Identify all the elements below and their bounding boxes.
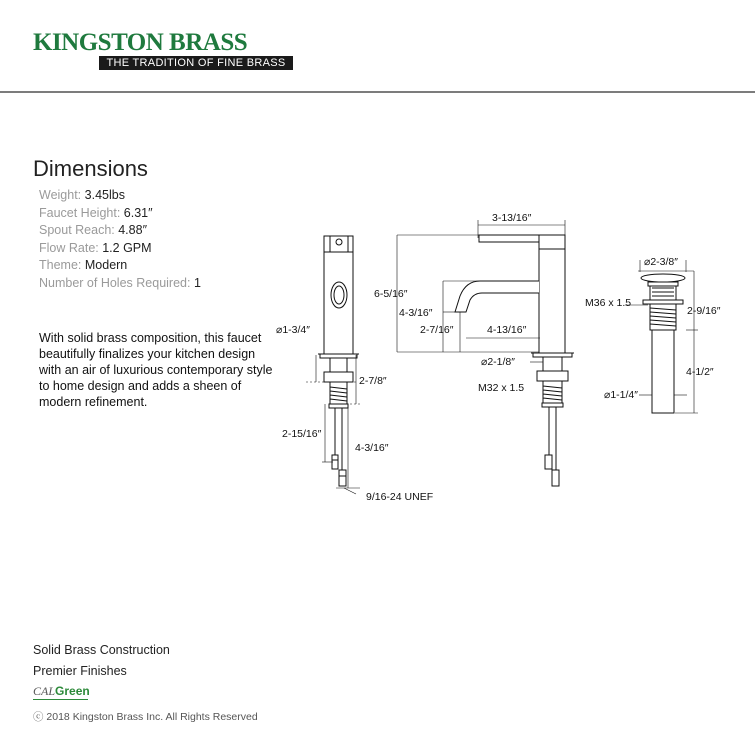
- front-thread-label: M32 x 1.5: [478, 382, 525, 394]
- spec-value: 1.2 GPM: [102, 240, 152, 255]
- spec-value: 6.31″: [123, 205, 153, 220]
- feature-list: [33, 640, 170, 682]
- front-total-height-label: 6-5/16″: [374, 288, 408, 300]
- front-dia-base-label: ⌀2-1/8″: [481, 356, 515, 368]
- front-spout-reach-label: 4-13/16″: [487, 324, 527, 336]
- copyright-notice: ⓒ 2018 Kingston Brass Inc. All Rights Reserved: [33, 711, 258, 723]
- calgreen-green: Green: [55, 684, 90, 698]
- front-spout-top-label: 4-3/16″: [399, 307, 433, 319]
- calgreen-cal: CAL: [33, 684, 56, 698]
- side-hose-label: 2-15/16″: [282, 428, 322, 440]
- spec-label: Number of Holes Required:: [39, 275, 191, 290]
- front-handle-width-label: 3-13/16″: [492, 212, 532, 224]
- side-thread-label: 9/16-24 UNEF: [366, 491, 434, 503]
- brand-logo: KINGSTON BRASS: [33, 29, 248, 56]
- spec-value: 1: [193, 275, 201, 290]
- spec-value: Modern: [84, 258, 128, 273]
- front-view-faucet: [397, 220, 574, 486]
- spec-label: Flow Rate:: [39, 240, 99, 255]
- front-spout-bottom-label: 2-7/16″: [420, 324, 454, 336]
- spec-label: Weight:: [39, 188, 82, 202]
- drain-height-top-label: 2-9/16″: [687, 305, 721, 317]
- brand-tagline: THE TRADITION OF FINE BRASS: [99, 56, 293, 70]
- spec-value: 3.45lbs: [84, 188, 125, 202]
- page-title: Dimensions: [33, 156, 148, 181]
- spec-label: Faucet Height:: [39, 205, 121, 220]
- calgreen-logo: [33, 684, 90, 699]
- side-view-faucet: [306, 236, 362, 494]
- drain-dia-tube-label: ⌀1-1/4″: [604, 389, 638, 401]
- feature-item: Solid Brass Construction: [33, 643, 170, 657]
- feature-item: Premier Finishes: [33, 664, 127, 678]
- side-hose-total-label: 4-3/16″: [355, 442, 389, 454]
- side-dia-body-label: ⌀1-3/4″: [276, 324, 310, 336]
- drain-height-total-label: 4-1/2″: [686, 366, 714, 378]
- product-description: With solid brass composition, this faucet beautifully finalizes your kitchen design with an air of luxurious contemporary style to home design and adds a sheen of modern refinement.: [39, 331, 273, 409]
- drain-thread-label: M36 x 1.5: [585, 297, 632, 309]
- side-shank-label: 2-7/8″: [359, 375, 387, 387]
- drain-dia-cap-label: ⌀2-3/8″: [644, 256, 678, 268]
- spec-label: Theme:: [39, 258, 82, 273]
- spec-label: Spout Reach:: [39, 223, 115, 238]
- calgreen-underline: [33, 699, 88, 700]
- spec-value: 4.88″: [118, 223, 147, 238]
